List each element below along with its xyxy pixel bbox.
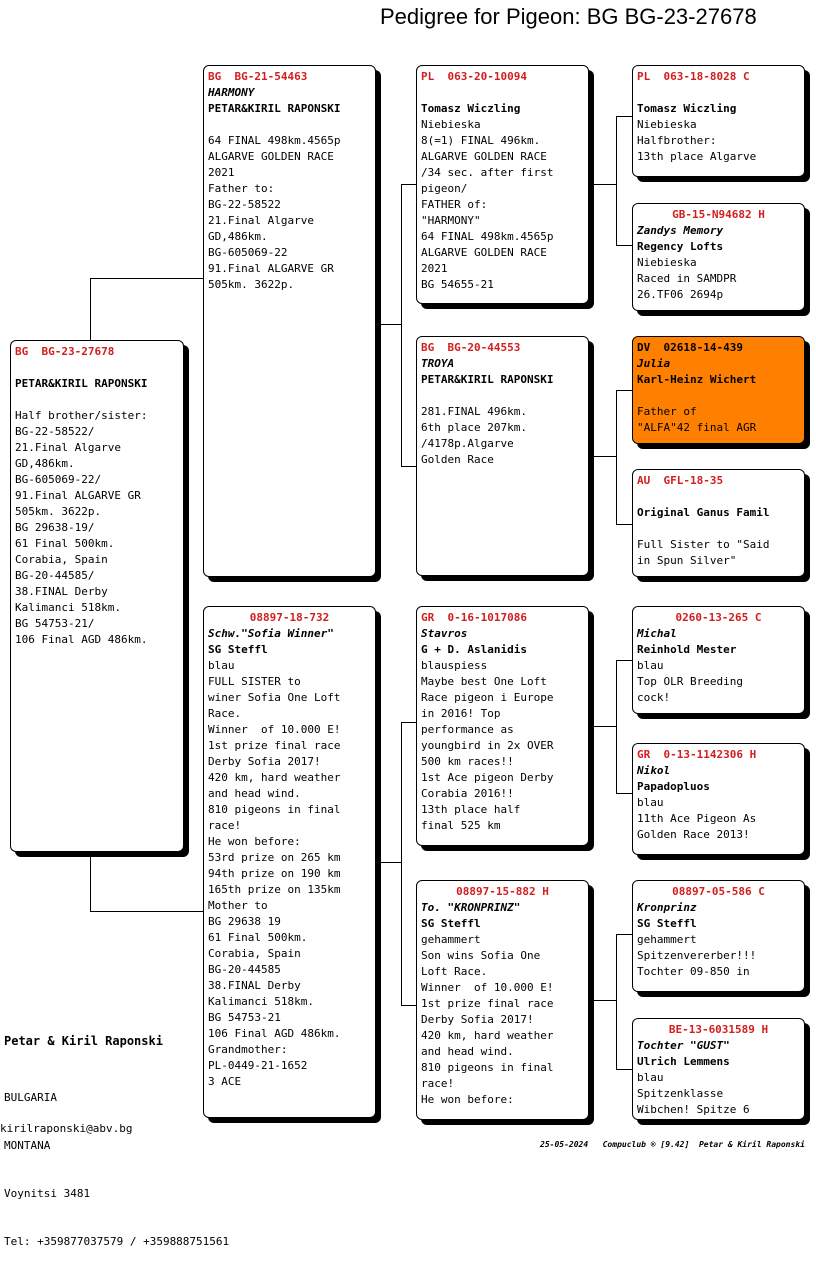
note-line: 21.Final Algarve xyxy=(208,214,314,227)
breeder-email[interactable]: kirilraponski@abv.bg xyxy=(0,1122,133,1135)
note-line: 810 pigeons in final xyxy=(421,1061,554,1074)
pigeon-name: Schw."Sofia Winner" xyxy=(208,627,334,640)
owner-name: Karl-Heinz Wichert xyxy=(637,373,757,386)
pigeon-card-mfm[interactable] xyxy=(632,743,805,855)
note-line: BG-20-44585/ xyxy=(15,569,95,582)
note-line: BG 29638-19/ xyxy=(15,521,95,534)
pigeon-name xyxy=(421,85,584,101)
note-line: Halfbrother: xyxy=(637,134,717,147)
note-line: in Spun Silver" xyxy=(637,554,737,567)
ring-number: DV 02618-14-439 xyxy=(637,341,743,354)
note-line: youngbird in 2x OVER xyxy=(421,739,554,752)
note-line: Father to: xyxy=(208,182,275,195)
note-line xyxy=(637,521,800,537)
note-line: winer Sofia One Loft xyxy=(208,691,341,704)
note-line: Mother to xyxy=(208,899,268,912)
note-line: Raced in SAMDPR xyxy=(637,272,737,285)
note-line: 420 km, hard weather xyxy=(421,1029,554,1042)
note-line: Top OLR Breeding xyxy=(637,675,743,688)
note-line: 1st prize final race xyxy=(421,997,554,1010)
note-line: 3 ACE xyxy=(208,1075,242,1088)
note-line: 91.Final ALGARVE GR xyxy=(15,489,141,502)
owner-name: PETAR&KIRIL RAPONSKI xyxy=(15,377,148,390)
note-line: BG-22-58522/ xyxy=(15,425,95,438)
note-line: gehammert xyxy=(421,933,481,946)
ring-number: BE-13-6031589 H xyxy=(668,1023,769,1036)
pigeon-name: Stavros xyxy=(421,627,468,640)
note-line: race! xyxy=(208,819,242,832)
note-line: 500 km races!! xyxy=(421,755,514,768)
owner-name: Reinhold Mester xyxy=(637,643,737,656)
note-line: ALGARVE GOLDEN RACE xyxy=(421,150,547,163)
note-line xyxy=(421,388,584,404)
note-line: "HARMONY" xyxy=(421,214,481,227)
connector-mm-stub xyxy=(589,1000,617,1001)
connector-father-stub xyxy=(376,324,402,325)
note-line: 106 Final AGD 486km. xyxy=(15,633,148,646)
pigeon-card-mmf[interactable] xyxy=(632,880,805,992)
print-footer: 25-05-2024 Compuclub ® [9.42] Petar & Kiril Raponski xyxy=(540,1140,805,1149)
note-line: 11th Ace Pigeon As xyxy=(637,812,757,825)
note-line: BG-605069-22 xyxy=(208,246,288,259)
pigeon-card-mmm[interactable] xyxy=(632,1018,805,1120)
ring-number: GB-15-N94682 H xyxy=(672,208,765,221)
owner-name: Papadopluos xyxy=(637,780,710,793)
note-line: Half brother/sister: xyxy=(15,409,148,422)
address-town: Voynitsi 3481 xyxy=(4,1187,91,1200)
pigeon-card-subject[interactable] xyxy=(10,340,184,852)
note-line: Tochter 09-850 in xyxy=(637,965,750,978)
connector-mf-mff xyxy=(616,660,633,661)
note-line: Corabia 2016!! xyxy=(421,787,514,800)
connector-subject-mother-h xyxy=(90,911,204,912)
owner-name: SG Steffl xyxy=(421,917,481,930)
note-line: FULL SISTER to xyxy=(208,675,301,688)
owner-name: PETAR&KIRIL RAPONSKI xyxy=(421,373,554,386)
pigeon-name: Nikol xyxy=(637,764,671,777)
pigeon-name: To. "KRONPRINZ" xyxy=(421,901,521,914)
note-line: ALGARVE GOLDEN RACE xyxy=(421,246,547,259)
note-line: 94th prize on 190 km xyxy=(208,867,341,880)
note-line: 26.TF06 2694p xyxy=(637,288,724,301)
note-line: 38.FINAL Derby xyxy=(15,585,108,598)
connector-mm-mmm xyxy=(616,1069,633,1070)
pigeon-card-mff[interactable] xyxy=(632,606,805,714)
owner-name: PETAR&KIRIL RAPONSKI xyxy=(208,102,341,115)
note-line: race! xyxy=(421,1077,455,1090)
connector-mf-v xyxy=(616,660,617,794)
note-line: BG-605069-22/ xyxy=(15,473,102,486)
note-line: "ALFA"42 final AGR xyxy=(637,421,757,434)
owner-name: SG Steffl xyxy=(208,643,268,656)
ring-number: 08897-18-732 xyxy=(249,611,330,624)
ring-number: GR 0-13-1142306 H xyxy=(637,748,757,761)
note-line: 91.Final ALGARVE GR xyxy=(208,262,334,275)
note-line: Full Sister to "Said xyxy=(637,538,770,551)
owner-name: Ulrich Lemmens xyxy=(637,1055,730,1068)
ring-number: 08897-15-882 H xyxy=(456,885,549,898)
connector-mf-stub xyxy=(589,726,617,727)
note-line: /34 sec. after first xyxy=(421,166,554,179)
note-line: 61 Final 500km. xyxy=(208,931,308,944)
pigeon-name: Kronprinz xyxy=(637,901,697,914)
connector-father-ff xyxy=(401,184,417,185)
note-line: 165th prize on 135km xyxy=(208,883,341,896)
note-line: 810 pigeons in final xyxy=(208,803,341,816)
note-line: 106 Final AGD 486km. xyxy=(208,1027,341,1040)
note-line: blau xyxy=(637,659,664,672)
note-line: 8(=1) FINAL 496km. xyxy=(421,134,541,147)
pigeon-name: Julia xyxy=(637,357,671,370)
connector-subject-father-h xyxy=(90,278,204,279)
note-line: in 2016! Top xyxy=(421,707,501,720)
note-line: performance as xyxy=(421,723,514,736)
note-line: 505km. 3622p. xyxy=(208,278,295,291)
ring-number: BG BG-20-44553 xyxy=(421,341,521,354)
connector-ff-stub xyxy=(589,184,617,185)
note-line: Grandmother: xyxy=(208,1043,288,1056)
note-line: He won before: xyxy=(421,1093,514,1106)
note-line: Golden Race xyxy=(421,453,494,466)
note-line: Derby Sofia 2017! xyxy=(421,1013,534,1026)
connector-mm-v xyxy=(616,934,617,1070)
connector-mm-mmf xyxy=(616,934,633,935)
note-line: blau xyxy=(637,796,664,809)
note-line: 53rd prize on 265 km xyxy=(208,851,341,864)
note-line: ALGARVE GOLDEN RACE xyxy=(208,150,334,163)
ring-number: GR 0-16-1017086 xyxy=(421,611,527,624)
connector-mother-v xyxy=(401,722,402,1006)
note-line: 13th place half xyxy=(421,803,521,816)
ring-number: 0260-13-265 C xyxy=(675,611,762,624)
note-line: GD,486km. xyxy=(15,457,75,470)
note-line: cock! xyxy=(637,691,671,704)
pigeon-card-father-mother[interactable] xyxy=(416,336,589,576)
pigeon-name xyxy=(637,85,800,101)
pigeon-name: Tochter "GUST" xyxy=(637,1039,730,1052)
note-line: Golden Race 2013! xyxy=(637,828,750,841)
note-line: GD,486km. xyxy=(208,230,268,243)
address-phone: Tel: +359877037579 / +359888751561 xyxy=(4,1235,230,1248)
note-line: 505km. 3622p. xyxy=(15,505,102,518)
note-line: Kalimanci 518km. xyxy=(15,601,121,614)
note-line: Race. xyxy=(208,707,242,720)
connector-mother-mf xyxy=(401,722,417,723)
note-line: Corabia, Spain xyxy=(208,947,301,960)
note-line: BG 54753-21 xyxy=(208,1011,281,1024)
note-line: Father of xyxy=(637,405,697,418)
note-line: and head wind. xyxy=(421,1045,514,1058)
note-line: blau xyxy=(208,659,235,672)
note-line: Winner of 10.000 E! xyxy=(208,723,341,736)
note-line: BG 29638 19 xyxy=(208,915,281,928)
owner-name: SG Steffl xyxy=(637,917,697,930)
owner-name: Regency Lofts xyxy=(637,240,724,253)
connector-mf-mfm xyxy=(616,793,633,794)
note-line: Son wins Sofia One xyxy=(421,949,541,962)
connector-mother-stub xyxy=(376,862,402,863)
pigeon-name: Zandys Memory xyxy=(637,224,724,237)
breeder-name: Petar & Kiril Raponski xyxy=(4,1034,163,1048)
note-line: Niebieska xyxy=(637,118,697,131)
note-line: 38.FINAL Derby xyxy=(208,979,301,992)
note-line: 1st prize final race xyxy=(208,739,341,752)
connector-fm-fmf xyxy=(616,390,633,391)
note-line: 2021 xyxy=(421,262,448,275)
note-line: Corabia, Spain xyxy=(15,553,108,566)
breeder-address xyxy=(4,1058,229,1266)
note-line: 21.Final Algarve xyxy=(15,441,121,454)
note-line: 2021 xyxy=(208,166,235,179)
connector-fm-fmm xyxy=(616,524,633,525)
ring-number: AU GFL-18-35 xyxy=(637,474,724,487)
connector-ff-fff xyxy=(616,116,633,117)
note-line: Niebieska xyxy=(637,256,697,269)
connector-father-fm xyxy=(401,466,417,467)
connector-mother-mm xyxy=(401,1005,417,1006)
ring-number: BG BG-21-54463 xyxy=(208,70,308,83)
pigeon-name: Michal xyxy=(637,627,677,640)
note-line: PL-0449-21-1652 xyxy=(208,1059,308,1072)
note-line: BG 54753-21/ xyxy=(15,617,95,630)
pigeon-name xyxy=(637,489,800,505)
pigeon-card-ffm[interactable] xyxy=(632,203,805,311)
note-line: pigeon/ xyxy=(421,182,468,195)
connector-ff-v xyxy=(616,116,617,246)
note-line xyxy=(15,392,179,408)
address-country: BULGARIA xyxy=(4,1091,57,1104)
pigeon-card-father-father[interactable] xyxy=(416,65,589,304)
pigeon-card-mother-father[interactable] xyxy=(416,606,589,846)
note-line: /4178p.Algarve xyxy=(421,437,514,450)
connector-subject-mother-v xyxy=(90,852,91,912)
note-line: 281.FINAL 496km. xyxy=(421,405,527,418)
page-title: Pedigree for Pigeon: BG BG-23-27678 xyxy=(380,4,757,29)
pigeon-card-fmf[interactable] xyxy=(632,336,805,444)
note-line: 420 km, hard weather xyxy=(208,771,341,784)
connector-fm-stub xyxy=(589,456,617,457)
note-line: Loft Race. xyxy=(421,965,488,978)
pigeon-card-mother[interactable] xyxy=(203,606,376,1118)
note-line: 64 FINAL 498km.4565p xyxy=(421,230,554,243)
pigeon-card-mother-mother[interactable] xyxy=(416,880,589,1120)
ring-number: 08897-05-586 C xyxy=(672,885,765,898)
note-line: 6th place 207km. xyxy=(421,421,527,434)
pigeon-name xyxy=(15,360,179,376)
note-line: Wibchen! Spitze 6 xyxy=(637,1103,750,1116)
pigeon-name: TROYA xyxy=(421,357,455,370)
note-line: He won before: xyxy=(208,835,301,848)
ring-number: PL 063-18-8028 C xyxy=(637,70,750,83)
note-line xyxy=(637,388,800,404)
note-line: Maybe best One Loft xyxy=(421,675,547,688)
connector-father-v xyxy=(401,184,402,466)
note-line: Kalimanci 518km. xyxy=(208,995,314,1008)
note-line xyxy=(208,117,371,133)
note-line: 1st Ace pigeon Derby xyxy=(421,771,554,784)
note-line: gehammert xyxy=(637,933,697,946)
note-line: blauspiess xyxy=(421,659,488,672)
note-line: 61 Final 500km. xyxy=(15,537,115,550)
connector-ff-ffm xyxy=(616,245,633,246)
note-line: BG-22-58522 xyxy=(208,198,281,211)
pigeon-card-father[interactable] xyxy=(203,65,376,577)
note-line: Spitzenvererber!!! xyxy=(637,949,757,962)
note-line: BG 54655-21 xyxy=(421,278,494,291)
note-line: final 525 km xyxy=(421,819,501,832)
pigeon-card-fmm[interactable] xyxy=(632,469,805,577)
connector-subject-father-v xyxy=(90,278,91,340)
note-line: Winner of 10.000 E! xyxy=(421,981,554,994)
note-line: 13th place Algarve xyxy=(637,150,757,163)
owner-name: G + D. Aslanidis xyxy=(421,643,527,656)
address-region: MONTANA xyxy=(4,1139,51,1152)
owner-name: Tomasz Wiczling xyxy=(637,102,737,115)
note-line: FATHER of: xyxy=(421,198,488,211)
connector-fm-v xyxy=(616,390,617,525)
note-line: Race pigeon i Europe xyxy=(421,691,554,704)
note-line: blau xyxy=(637,1071,664,1084)
note-line: BG-20-44585 xyxy=(208,963,281,976)
owner-name: Original Ganus Famil xyxy=(637,506,770,519)
pigeon-name: HARMONY xyxy=(208,86,255,99)
note-line: Niebieska xyxy=(421,118,481,131)
note-line: 64 FINAL 498km.4565p xyxy=(208,134,341,147)
note-line: Derby Sofia 2017! xyxy=(208,755,321,768)
note-line: and head wind. xyxy=(208,787,301,800)
ring-number: BG BG-23-27678 xyxy=(15,345,115,358)
owner-name: Tomasz Wiczling xyxy=(421,102,521,115)
ring-number: PL 063-20-10094 xyxy=(421,70,527,83)
note-line: Spitzenklasse xyxy=(637,1087,724,1100)
pigeon-card-fff[interactable] xyxy=(632,65,805,177)
